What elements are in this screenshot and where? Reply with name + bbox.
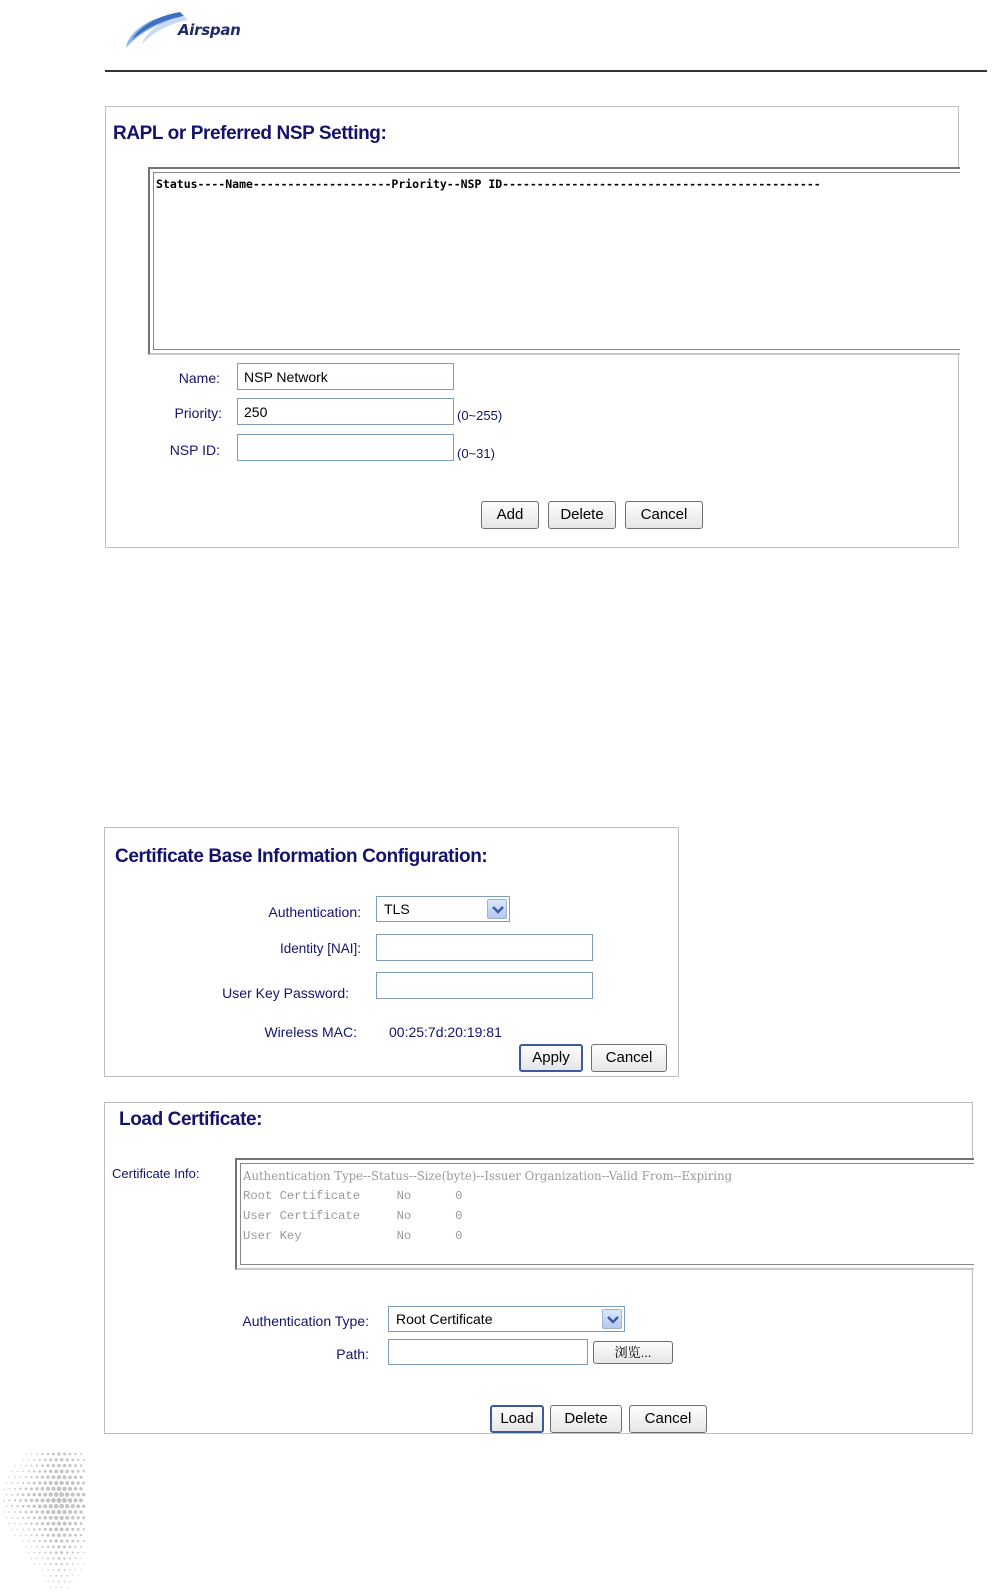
- authentication-type-value: Root Certificate: [396, 1311, 493, 1327]
- nspid-label: NSP ID:: [169, 442, 220, 458]
- nspid-range-hint: (0~31): [457, 446, 495, 461]
- cancel-button[interactable]: Cancel: [625, 501, 703, 529]
- certificate-info-label: Certificate Info:: [112, 1166, 200, 1181]
- cert-info-row: User Certificate No 0: [243, 1209, 463, 1223]
- authentication-label: Authentication:: [268, 904, 361, 920]
- nsp-setting-panel: [105, 106, 959, 548]
- load-certificate-title: Load Certificate:: [119, 1109, 263, 1130]
- chevron-down-icon[interactable]: [487, 899, 507, 919]
- authentication-type-label: Authentication Type:: [242, 1313, 369, 1329]
- user-key-password-label: User Key Password:: [222, 985, 349, 1001]
- path-input[interactable]: [388, 1339, 588, 1365]
- delete-button[interactable]: Delete: [548, 501, 616, 529]
- name-input[interactable]: [237, 363, 454, 390]
- priority-label: Priority:: [174, 405, 222, 421]
- logo-text: Airspan: [178, 21, 241, 39]
- load-cert-cancel-button[interactable]: Cancel: [629, 1405, 707, 1433]
- authentication-select[interactable]: [376, 896, 510, 922]
- header-divider: [105, 70, 987, 72]
- authentication-type-select[interactable]: [388, 1306, 625, 1332]
- cert-base-cancel-button[interactable]: Cancel: [591, 1044, 667, 1072]
- path-label: Path:: [336, 1346, 369, 1362]
- certificate-info-list[interactable]: [235, 1158, 974, 1270]
- cert-info-header: Authentication Type--Status--Size(byte)--Issuer Organization--Valid From--Expiring: [243, 1169, 733, 1183]
- nspid-input[interactable]: [237, 434, 454, 461]
- wireless-mac-value: 00:25:7d:20:19:81: [389, 1024, 502, 1040]
- cert-base-title: Certificate Base Information Configuration:: [115, 846, 488, 867]
- cert-info-row: Root Certificate No 0: [243, 1189, 463, 1203]
- wireless-mac-label: Wireless MAC:: [264, 1024, 357, 1040]
- identity-input[interactable]: [376, 934, 593, 961]
- priority-input[interactable]: [237, 398, 454, 425]
- load-certificate-panel: [104, 1102, 973, 1434]
- chevron-down-icon[interactable]: [602, 1309, 622, 1329]
- apply-button[interactable]: Apply: [519, 1044, 583, 1072]
- nsp-panel-title: RAPL or Preferred NSP Setting:: [113, 123, 387, 144]
- priority-range-hint: (0~255): [457, 408, 503, 423]
- add-button[interactable]: Add: [481, 501, 539, 529]
- name-label: Name:: [178, 370, 220, 386]
- decorative-dots-icon: [0, 1450, 90, 1594]
- browse-button[interactable]: 浏览...: [593, 1341, 673, 1364]
- cert-base-panel: [104, 827, 679, 1077]
- load-cert-delete-button[interactable]: Delete: [550, 1405, 622, 1433]
- cert-info-row: User Key No 0: [243, 1229, 463, 1243]
- load-button[interactable]: Load: [490, 1405, 544, 1433]
- authentication-value: TLS: [384, 901, 410, 917]
- nsp-list[interactable]: [148, 167, 960, 355]
- nsp-list-header: Status----Name--------------------Priority--NSP ID----------------------------------------------: [156, 177, 821, 191]
- user-key-password-input[interactable]: [376, 972, 593, 999]
- identity-label: Identity [NAI]:: [279, 941, 361, 956]
